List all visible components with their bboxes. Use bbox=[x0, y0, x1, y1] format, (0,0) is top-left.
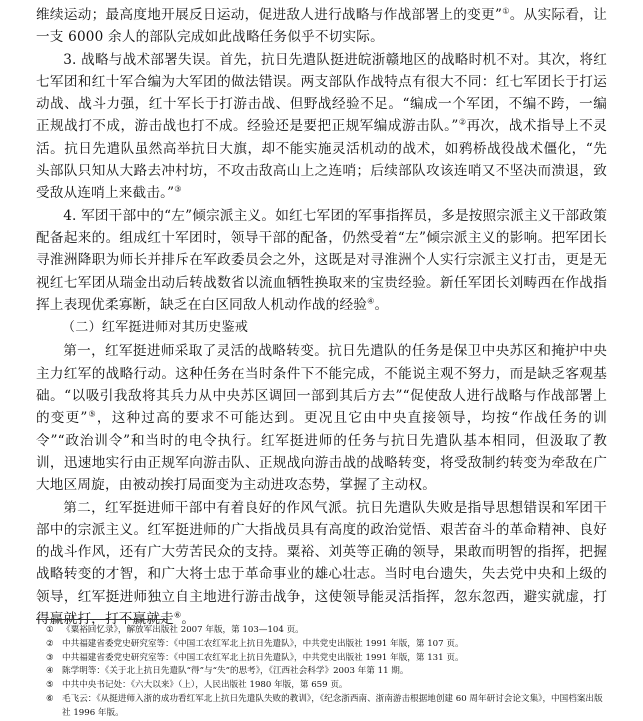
paragraph-text: 3. 战略与战术部署失误。首先，抗日先遣队挺进皖浙赣地区的战略时机不对。其次，将红七军团和红十军合编为大军团的做法错误。两支部队作战特点有很大不同：红七军团长于打运动战、战斗力强，红十军长于打游击战、但野战经验不足。“编成一个军团，不编不跨，一编正规战打不成，游击战也打不成。经验还是要把正规军编成游击队。” bbox=[36, 51, 607, 135]
paragraph-strategy-errors bbox=[36, 49, 607, 205]
footnote-text: 《粟裕回忆录》，解放军出版社 2007 年版，第 103—104 页。 bbox=[62, 625, 304, 635]
footnote-number: ④ bbox=[46, 666, 54, 677]
footnote-text: 中共福建省委党史研究室等：《中国工农红军北上抗日先遣队》，中共党史出版社 1991 年版，第 131 页。 bbox=[62, 652, 464, 663]
paragraph-strategic-shift bbox=[36, 340, 607, 496]
footnote-text: 中共福建省委党史研究室等：《中国工农红军北上抗日先遣队》，中共党史出版社 1991 年版，第 107 页。 bbox=[62, 638, 464, 649]
paragraph-continuation bbox=[36, 4, 607, 49]
footnote-ref[interactable]: ③ bbox=[174, 184, 182, 194]
footnote-text: 中共中央书记处：《六大以来》（上），人民出版社 1980 年版，第 659 页。 bbox=[62, 680, 348, 691]
paragraph-text: 。 bbox=[374, 296, 389, 313]
footnote-number: ② bbox=[46, 638, 54, 649]
footnote-item bbox=[36, 693, 611, 721]
paragraph-text: 第一，红军挺进师采取了灵活的战略转变。抗日先遣队的任务是保卫中央苏区和掩护中央主力红军的战略行动。这种任务在当时条件下不能完成，不能说主观不努力，而是缺乏客观基础。“以吸引我敌将其兵力从中央苏区调回一部到其后方去”“促使敌人进行战略与作战部署上的变更” bbox=[36, 343, 607, 427]
footnote-separator bbox=[36, 619, 168, 620]
footnote-number: ① bbox=[46, 625, 54, 635]
footnote-item bbox=[36, 652, 611, 666]
footnote-number: ⑤ bbox=[46, 680, 54, 691]
footnote-item bbox=[36, 665, 611, 679]
footnote-item bbox=[36, 624, 611, 638]
paragraph-cadre-style bbox=[36, 497, 607, 631]
footnote-item bbox=[36, 638, 611, 652]
paragraph-text: 再次，战术指导上不灵活。抗日先遣队虽然高举抗日大旗，却不能实施灵活机动的战术，如鸦桥战役战术僵化，“先头部队只知从大路去冲村坊，不攻击敌高山上之连哨；后续部队攻该连哨又不坚决而溃退，致受敌从连哨上来截击。” bbox=[36, 118, 607, 202]
paragraph-sectarianism bbox=[36, 205, 607, 316]
paragraph-text: 4. 军团干部中的“左”倾宗派主义。如红七军团的军事指挥员，多是按照宗派主义干部政策配备起来的。组成红十军团时，领导干部的配备，仍然受着“左”倾宗派主义的影响。把军团长寻淮洲降职为师长并排斥在军政委员会之外，这既是对寻淮洲个人实行宗派主义打击，更是无视红七军团从瑞金出动后转战数省以流血牺牲换取来的宝贵经验。新任军团长刘畴西在作战指挥上表现优柔寡断，缺乏在白区同敌人机动作战的经验 bbox=[36, 207, 607, 313]
footnote-ref[interactable]: ② bbox=[458, 117, 467, 127]
footnote-item bbox=[36, 679, 611, 693]
paragraph-text: 。从实际看，让一支 6000 余人的部队完成如此战略任务似乎不切实际。 bbox=[36, 7, 607, 46]
section-subheading: （二）红军挺进师对其历史鉴戒 bbox=[62, 320, 249, 336]
footnote-ref[interactable]: ⑤ bbox=[87, 409, 97, 419]
footnotes bbox=[36, 624, 611, 721]
footnote-ref[interactable]: ① bbox=[502, 6, 510, 16]
footnote-text: 陈学明等：《关于北上抗日先遣队“得”与“失”的思考》，《江西社会科学》2003 年第 11 期。 bbox=[62, 666, 409, 677]
footnote-number: ⑥ bbox=[46, 693, 54, 704]
paragraph-text: ，这种过高的要求不可能达到。更况且它由中央直接领导，均按“作战任务的训令”“政治训令”和当时的电令执行。红军挺进师的任务与抗日先遣队基本相同，但汲取了教训，迅速地实行由正规军向游击队、正规战向游击战的战略转变，将受敌制约转变为牵敌在广大地区周旋，由被动挨打局面变为主动进攻态势，掌握了主动权。 bbox=[36, 410, 607, 494]
footnote-text: 毛飞云：《从挺进师入浙的成功看红军北上抗日先遣队失败的教训》，《纪念浙西南、浙南游击根据地创建 60 周年研讨会论文集》，中国档案出版社 1996 年版。 bbox=[62, 693, 603, 718]
paragraph-text: 第二，红军挺进师干部中有着良好的作风气派。抗日先遣队失败是指导思想错误和军团干部中的宗派主义。红军挺进师的广大指战员具有高度的政治觉悟、艰苦奋斗的革命精神、良好的战斗作风，还有广大劳苦民众的支持。粟裕、刘英等正确的领导，果敢而明智的指挥，把握战略转变的才智，和广大将士忠于革命事业的雄心壮志。当时电台遗失，失去党中央和上级的领导，红军挺进师独立自主地进行游击战争，这使领导能灵活指挥，忽东忽西，避实就虚，打得赢就打，打不赢就走 bbox=[36, 499, 607, 628]
footnote-number: ③ bbox=[46, 652, 54, 663]
footnote-ref[interactable]: ④ bbox=[367, 296, 375, 306]
paragraph-text: 。 bbox=[181, 611, 196, 628]
footnote-ref[interactable]: ⑥ bbox=[173, 610, 182, 620]
paragraph-text: 维续运动；最高度地开展反日运动，促进敌人进行战略与作战部署上的变更” bbox=[36, 7, 503, 23]
